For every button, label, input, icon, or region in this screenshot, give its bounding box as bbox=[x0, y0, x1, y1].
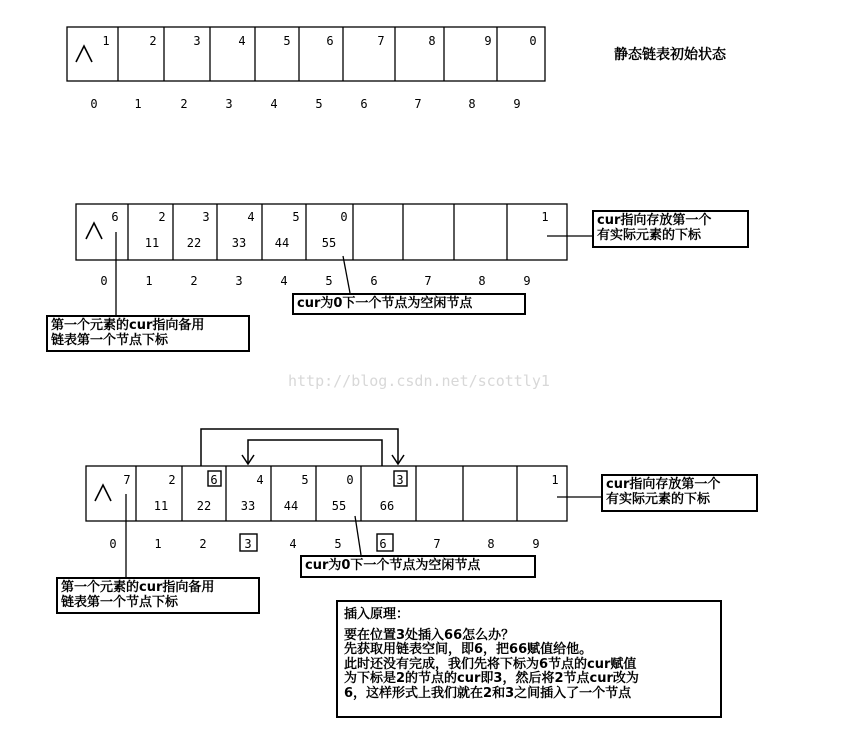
null-symbol bbox=[76, 46, 92, 62]
index-label: 9 bbox=[513, 97, 521, 111]
index-label: 7 bbox=[424, 274, 432, 288]
note-first-cur-backup-3: 第一个元素的cur指向备用 链表第一个节点下标 bbox=[56, 577, 260, 614]
cursor-label: 3 bbox=[202, 210, 210, 224]
index-label: 8 bbox=[468, 97, 476, 111]
index-label: 0 bbox=[109, 537, 117, 551]
index-label: 9 bbox=[532, 537, 540, 551]
cursor-label: 4 bbox=[256, 473, 264, 487]
cell-value: 22 bbox=[186, 236, 202, 250]
note-free-node-3: cur为0下一个节点为空闲节点 bbox=[300, 555, 536, 578]
cursor-label: 5 bbox=[283, 34, 291, 48]
watermark: http://blog.csdn.net/scottly1 bbox=[288, 372, 550, 390]
cursor-label: 3 bbox=[193, 34, 201, 48]
index-label: 6 bbox=[360, 97, 368, 111]
index-label: 2 bbox=[199, 537, 207, 551]
index-label: 8 bbox=[487, 537, 495, 551]
array-frame bbox=[67, 27, 545, 81]
index-label: 6 bbox=[379, 537, 387, 551]
explanation-line: 为下标是2的节点的cur即3，然后将2节点cur改为 bbox=[344, 671, 639, 686]
cursor-label: 2 bbox=[149, 34, 157, 48]
note-free-node-2: cur为0下一个节点为空闲节点 bbox=[292, 293, 526, 315]
index-label: 1 bbox=[134, 97, 142, 111]
cursor-label: 7 bbox=[377, 34, 385, 48]
array-frame bbox=[76, 204, 567, 260]
arrow-2-to-6 bbox=[201, 429, 398, 466]
cell-value: 33 bbox=[240, 499, 256, 513]
cursor-label: 6 bbox=[326, 34, 334, 48]
cursor-label: 8 bbox=[428, 34, 436, 48]
cell-value: 44 bbox=[274, 236, 290, 250]
cursor-label: 1 bbox=[541, 210, 549, 224]
index-label: 3 bbox=[235, 274, 243, 288]
cursor-label: 6 bbox=[111, 210, 119, 224]
index-label: 5 bbox=[315, 97, 323, 111]
index-label: 6 bbox=[370, 274, 378, 288]
arrow-6-to-3 bbox=[248, 440, 382, 466]
cursor-label: 2 bbox=[168, 473, 176, 487]
index-label: 2 bbox=[180, 97, 188, 111]
cursor-label: 1 bbox=[102, 34, 110, 48]
cell-value: 66 bbox=[379, 499, 395, 513]
cell-value: 44 bbox=[283, 499, 299, 513]
cursor-label: 9 bbox=[484, 34, 492, 48]
cell-value: 22 bbox=[196, 499, 212, 513]
index-label: 1 bbox=[154, 537, 162, 551]
index-label: 3 bbox=[244, 537, 252, 551]
cell-value: 11 bbox=[153, 499, 169, 513]
explanation-line: 此时还没有完成，我们先将下标为6节点的cur赋值 bbox=[344, 656, 637, 672]
cursor-label: 3 bbox=[396, 473, 404, 487]
pointer-line bbox=[343, 256, 350, 293]
index-label: 5 bbox=[325, 274, 333, 288]
index-label: 9 bbox=[523, 274, 531, 288]
cursor-label: 0 bbox=[529, 34, 537, 48]
cursor-label: 5 bbox=[301, 473, 309, 487]
cursor-label: 7 bbox=[123, 473, 131, 487]
insertion-principle-box bbox=[336, 600, 722, 718]
cursor-label: 0 bbox=[346, 473, 354, 487]
index-label: 1 bbox=[145, 274, 153, 288]
index-label: 3 bbox=[225, 97, 233, 111]
cursor-label: 4 bbox=[238, 34, 246, 48]
pointer-line bbox=[355, 516, 361, 555]
cursor-label: 6 bbox=[210, 473, 218, 487]
note-cur-first-element-3: cur指向存放第一个 有实际元素的下标 bbox=[601, 474, 758, 512]
cursor-label: 4 bbox=[247, 210, 255, 224]
explanation-line: 先获取用链表空间，即6，把66赋值给他。 bbox=[344, 642, 593, 657]
cursor-label: 2 bbox=[158, 210, 166, 224]
diagram-title: 静态链表初始状态 bbox=[614, 47, 726, 63]
explanation-line: 要在位置3处插入66怎么办？ bbox=[344, 627, 515, 643]
explanation-line: 6，这样形式上我们就在2和3之间插入了一个节点 bbox=[344, 685, 632, 701]
index-label: 0 bbox=[90, 97, 98, 111]
null-symbol bbox=[86, 223, 102, 239]
index-label: 8 bbox=[478, 274, 486, 288]
index-label: 5 bbox=[334, 537, 342, 551]
cell-value: 55 bbox=[331, 499, 347, 513]
cell-value: 55 bbox=[321, 236, 337, 250]
index-label: 4 bbox=[289, 537, 297, 551]
explanation-heading: 插入原理： bbox=[344, 607, 410, 622]
index-label: 4 bbox=[280, 274, 288, 288]
cursor-label: 1 bbox=[551, 473, 559, 487]
cursor-label: 0 bbox=[340, 210, 348, 224]
index-label: 7 bbox=[414, 97, 422, 111]
note-first-cur-backup-2: 第一个元素的cur指向备用 链表第一个节点下标 bbox=[46, 315, 250, 352]
index-label: 7 bbox=[433, 537, 441, 551]
null-symbol bbox=[95, 485, 111, 501]
index-label: 2 bbox=[190, 274, 198, 288]
cell-value: 33 bbox=[231, 236, 247, 250]
cell-value: 11 bbox=[144, 236, 160, 250]
index-label: 0 bbox=[100, 274, 108, 288]
cursor-label: 5 bbox=[292, 210, 300, 224]
index-label: 4 bbox=[270, 97, 278, 111]
note-cur-first-element-2: cur指向存放第一个 有实际元素的下标 bbox=[592, 210, 749, 248]
